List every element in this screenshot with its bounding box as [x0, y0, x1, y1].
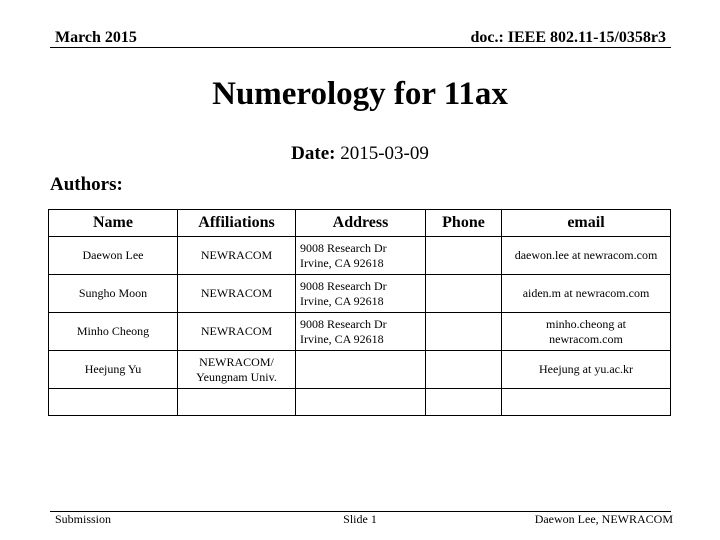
- column-header-affiliations: Affiliations: [178, 210, 296, 237]
- cell-affiliation-line: NEWRACOM/: [199, 355, 274, 370]
- cell-address: [296, 237, 426, 275]
- cell-affiliation-line: NEWRACOM: [200, 324, 273, 339]
- empty-cell: [178, 389, 296, 416]
- footer-slide-number: Slide 1: [343, 512, 377, 526]
- footer-submission: Submission: [55, 512, 112, 526]
- cell-email: [502, 313, 671, 351]
- cell-address: [296, 313, 426, 351]
- cell-email-line: newracom.com: [549, 331, 623, 346]
- cell-address: [296, 275, 426, 313]
- cell-email: [502, 237, 671, 275]
- cell-address-line: Irvine, CA 92618: [300, 331, 384, 346]
- slide-title: Numerology for 11ax: [212, 76, 508, 112]
- empty-cell: [49, 389, 178, 416]
- cell-address-line: 9008 Research Dr: [300, 317, 387, 332]
- header-rule: [50, 47, 671, 48]
- footer-author: Daewon Lee, NEWRACOM: [534, 512, 673, 526]
- empty-cell: [426, 389, 502, 416]
- empty-cell: [296, 389, 426, 416]
- cell-email-line: daewon.lee at newracom.com: [514, 248, 658, 263]
- cell-email-line: minho.cheong at: [546, 317, 626, 332]
- empty-row: [49, 389, 671, 416]
- cell-email-line: aiden.m at newracom.com: [522, 286, 650, 301]
- cell-address: [296, 351, 426, 389]
- authors-heading: Authors:: [50, 174, 123, 195]
- cell-address-line: Irvine, CA 92618: [300, 293, 384, 308]
- cell-affiliation: [178, 351, 296, 389]
- cell-affiliation: [178, 313, 296, 351]
- cell-affiliation: [178, 275, 296, 313]
- cell-name: Daewon Lee: [49, 237, 178, 275]
- date-value: 2015-03-09: [340, 143, 429, 164]
- cell-email: [502, 351, 671, 389]
- cell-phone: [426, 351, 502, 389]
- cell-address-line: 9008 Research Dr: [300, 241, 387, 256]
- cell-affiliation-line: NEWRACOM: [200, 286, 273, 301]
- column-header-address: Address: [296, 210, 426, 237]
- authors-table: [48, 209, 671, 416]
- cell-affiliation-line: NEWRACOM: [200, 248, 273, 263]
- cell-address-line: 9008 Research Dr: [300, 279, 387, 294]
- table-header-row: [49, 210, 671, 237]
- cell-name: Minho Cheong: [49, 313, 178, 351]
- cell-phone: [426, 237, 502, 275]
- cell-affiliation: [178, 237, 296, 275]
- table-row: [49, 275, 671, 313]
- column-header-email: email: [502, 210, 671, 237]
- table-row: [49, 313, 671, 351]
- empty-cell: [502, 389, 671, 416]
- column-header-name: Name: [49, 210, 178, 237]
- cell-email-line: Heejung at yu.ac.kr: [539, 362, 633, 377]
- date-label: Date:: [291, 143, 336, 164]
- header-date: March 2015: [55, 29, 137, 46]
- cell-phone: [426, 275, 502, 313]
- cell-email: [502, 275, 671, 313]
- cell-phone: [426, 313, 502, 351]
- table-row: [49, 351, 671, 389]
- cell-name: Sungho Moon: [49, 275, 178, 313]
- cell-affiliation-line: Yeungnam Univ.: [196, 369, 277, 384]
- column-header-phone: Phone: [426, 210, 502, 237]
- table-body: [49, 237, 671, 416]
- cell-address-line: Irvine, CA 92618: [300, 255, 384, 270]
- cell-name: Heejung Yu: [49, 351, 178, 389]
- header-doc-id: doc.: IEEE 802.11-15/0358r3: [470, 29, 666, 46]
- table-row: [49, 237, 671, 275]
- date-line: [0, 143, 720, 165]
